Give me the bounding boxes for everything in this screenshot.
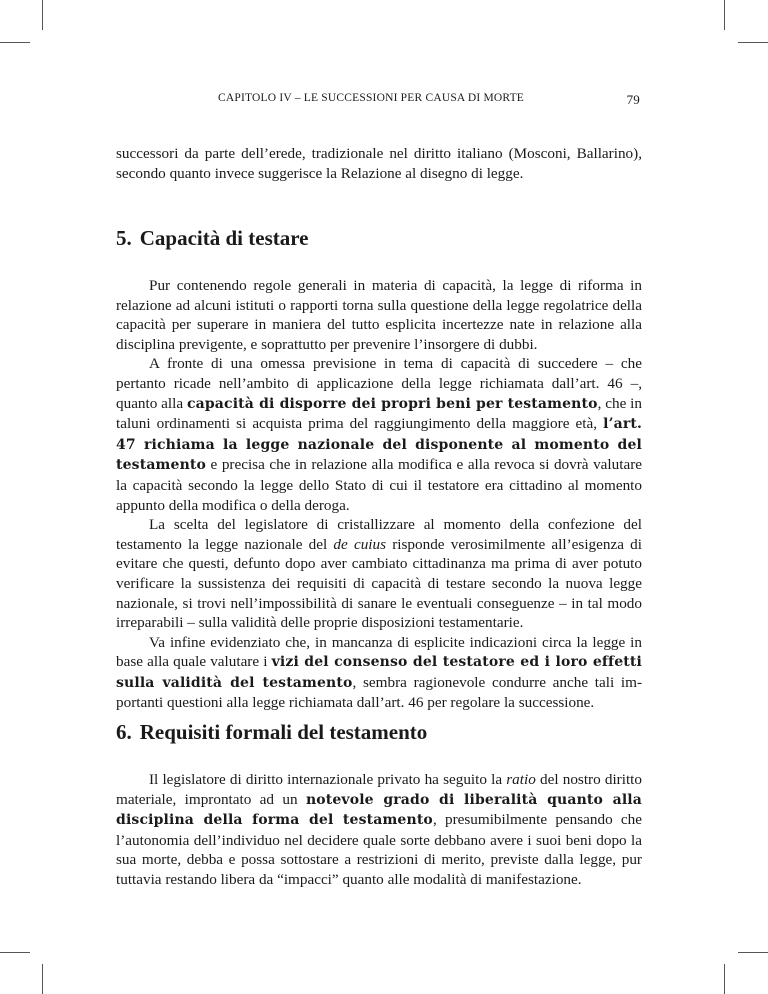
section-6-paragraph-1 — [116, 770, 642, 890]
text-run: La scelta del legislatore di cristallizzare al momento della confezione del testamento la legge nazionale del — [116, 516, 642, 553]
section-5-body — [116, 276, 642, 713]
bold-text: capacità di disporre dei propri beni per testamento — [186, 395, 598, 412]
text-run: del nostro diritto materiale, improntato ad un — [116, 771, 642, 808]
crop-mark — [42, 0, 43, 30]
text-run: e precisa che in relazione alla modifica e alla revoca si dovrà valutare la capacità secondo la legge dello Stato di cui il testatore era cittadino al momento appunto della modifica o della deroga. — [116, 456, 642, 514]
intro-paragraph — [116, 144, 642, 183]
crop-mark — [42, 964, 43, 994]
section-5-paragraph-3 — [116, 515, 642, 633]
text-run: A fronte di una omessa previsione in tema di capacità di succedere – che pertanto ricade nell’ambito di applicazione della legge richiamata dall’art. 46 –, quanto alla — [116, 355, 642, 412]
page-number: 79 — [626, 92, 640, 107]
crop-mark — [738, 42, 768, 43]
section-5-number: 5. — [116, 226, 132, 250]
section-6-number: 6. — [116, 720, 132, 744]
section-5-title: Capacità di testare — [139, 226, 309, 250]
text-run: , presumibilmente pensando che l’autonomia dell’individuo nel decidere quale sorte debbano avere i suoi beni dopo la sua morte, debba e possa sottostare a restrizioni di merito, previste dalla legge, pur tuttavia restando libera da “impacci” quanto alle modalità di manifestazione. — [116, 811, 643, 888]
crop-mark — [724, 964, 725, 994]
crop-mark — [738, 952, 768, 953]
section-6-body — [116, 770, 642, 890]
text-run: risponde verosimilmente all’esigenza di evitare che questi, defunto dopo aver cambiato cittadinanza ma prima di aver potuto verificare la sussistenza dei requisiti di capacità di testare secondo la nuova legge nazionale, si trovi nell’impossibilità di sanare le eventuali conseguenze – in tal modo irreparabili – sulla validità delle proprie disposizioni testamentarie. — [116, 535, 642, 632]
section-5-heading — [116, 226, 309, 251]
section-5-paragraph-2 — [116, 354, 642, 515]
section-6-title: Requisiti formali del testamento — [139, 720, 428, 744]
section-5-paragraph-1: Pur contenendo regole generali in materia di capacità, la legge di riforma in relazione ad alcuni istituti o rapporti torna sulla questione della legge regolatrice della capacità per superare in maniera del tutto esplicita incertezze nate in relazione alla disciplina previgente, e soprattutto per prevenire l’insorgere di dubbi. — [116, 277, 642, 353]
text-run: Va infine evidenziato che, in mancanza di esplicite indicazioni circa la legge in base alla quale valutare i — [116, 633, 642, 671]
section-5-paragraph-4 — [116, 633, 642, 713]
running-head-title: CAPITOLO IV – LE SUCCESSIONI PER CAUSA DI MORTE — [218, 92, 525, 104]
italic-text: ratio — [506, 771, 536, 788]
text-run: , sembra ragionevole condurre anche tali importanti questioni alla legge richiamata dall’art. 46 per regolare la successione. — [116, 673, 642, 712]
crop-mark — [724, 0, 725, 30]
crop-mark — [0, 952, 30, 953]
intro-text: successori da parte dell’erede, tradizionale nel diritto italiano (Mosconi, Ballarino), secondo quanto invece suggerisce la Relazione al disegno di legge. — [116, 145, 642, 182]
bold-text: vizi del consenso del testatore ed i loro effetti sulla validità del testamento — [116, 654, 642, 691]
italic-text: de cuius — [333, 535, 387, 553]
text-run: Il legislatore di diritto internazionale privato ha seguito la — [149, 771, 507, 788]
section-6-heading — [116, 720, 427, 745]
bold-text: notevole grado di liberalità quanto alla disciplina della forma del testamento — [116, 791, 642, 829]
bold-text: l’art. 47 richiama la legge nazionale del disponente al momento del testamento — [116, 416, 642, 474]
text-run: , che in taluni ordinamenti si acquista prima del raggiungimento della maggiore età, — [116, 394, 642, 433]
crop-mark — [0, 42, 30, 43]
running-head — [130, 92, 640, 108]
